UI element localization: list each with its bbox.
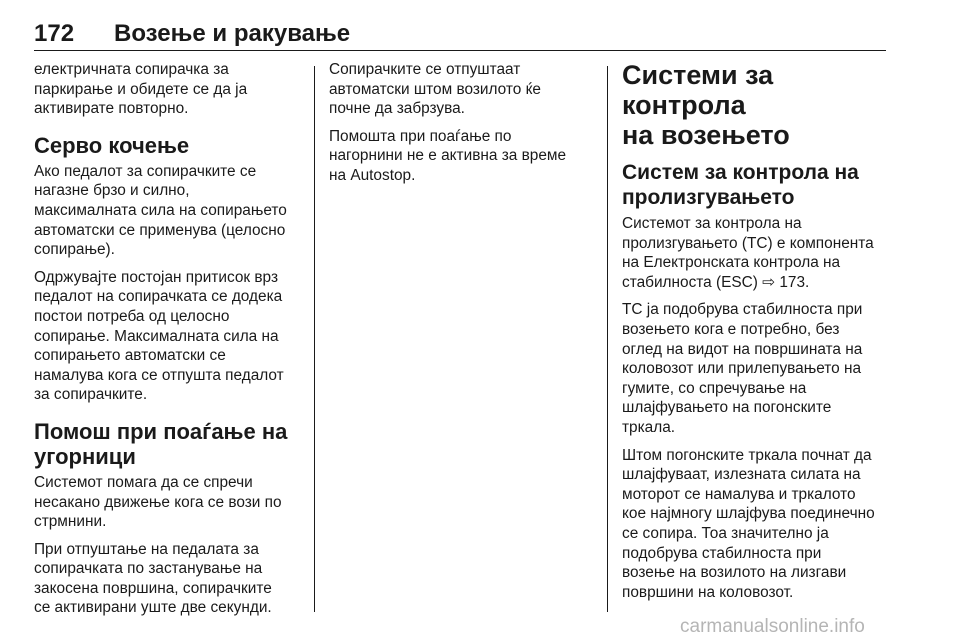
column-divider [314, 66, 315, 612]
paragraph: Системот помага да се спречи несакано движење кога се вози по стрмнини. [34, 473, 282, 531]
page-number: 172 [34, 20, 75, 47]
column-divider [607, 66, 608, 612]
paragraph: Сопирачките се отпуштаат автоматски штом возилото ќе почне да забрзува. [329, 61, 541, 118]
paragraph: TC ја подобрува стабилноста при возењето кога е потребно, без оглед на видот на површината на коловозот или прилепувањето на гумите, со спречување на шлајфувањето на погонските тркала. [622, 301, 863, 436]
column-3 [622, 60, 890, 610]
paragraph: Ако педалот за сопирачките се нагазне брзо и силно, максималната сила на сопирањето автоматски се применува (целосно сопирање). [34, 162, 287, 259]
paragraph: Одржувајте постојан притисок врз педалот на сопирачката се додека постои потреба од целосно сопирање. Максималната сила на сопирањето автоматски се намалува кога се отпушта педалот за сопирачките. [34, 268, 284, 404]
watermark: carmanualsonline.info [680, 616, 865, 637]
heading-traction-control: Систем за контрола на пролизгувањето [622, 161, 859, 209]
column-2 [329, 60, 597, 194]
chapter-title: Возење и ракување [114, 20, 351, 47]
paragraph: Помошта при поаѓање по нагорнини не е активна за време на Autostop. [329, 127, 567, 184]
paragraph: При отпуштање на педалата за сопирачката по застанување на закосена површина, сопирачките се активирани уште две секунди. [34, 540, 272, 617]
paragraph: Системот за контрола на пролизгувањето (TC) е компонента на Електронската контрола на стабилноста (ESC) ⇨ 173. [622, 215, 874, 291]
paragraph: Штом погонските тркала почнат да шлајфуваат, излезната силата на моторот се намалува и тркалото кое најмногу шлајфува поединечно се сопира. Тоа значително ја подобрува стабилноста при возење на возилото на лизгави површини на коловозот. [622, 446, 875, 601]
page-header [34, 20, 886, 51]
heading-driving-control-systems: Системи за контрола на возењето [622, 60, 790, 150]
paragraph: електричната сопирачка за паркирање и обидете се да ја активирате повторно. [34, 61, 248, 118]
column-1 [34, 60, 302, 626]
heading-servo-braking: Серво кочење [34, 132, 190, 158]
heading-hill-start-assist: Помош при поаѓање на угорници [34, 418, 288, 469]
